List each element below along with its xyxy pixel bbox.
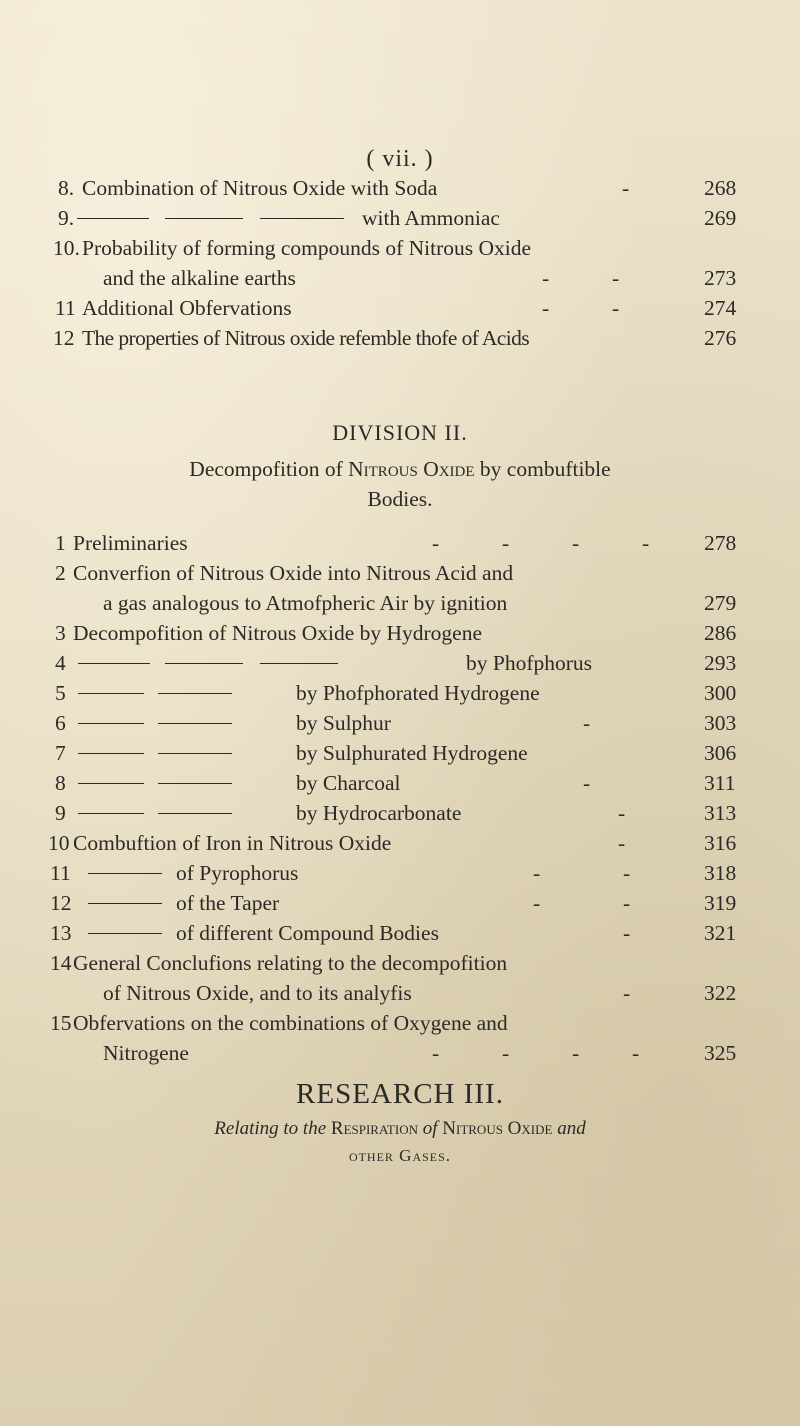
leader-dash: - (622, 176, 630, 200)
entry-number: 9 (55, 801, 66, 825)
ditto-rule (88, 873, 162, 874)
division-subtitle (0, 457, 800, 482)
entry-page: 322 (704, 981, 737, 1005)
entry-title-cont: Nitrogene (103, 1041, 189, 1065)
ditto-rule (158, 783, 232, 784)
entry-number: 13 (50, 921, 72, 945)
leader-dash: - (432, 1041, 440, 1065)
toc-entry (0, 1008, 800, 1038)
leader-dash: - (533, 861, 541, 885)
leader-dash: - (583, 771, 591, 795)
entry-title: of the Taper (176, 891, 280, 915)
leader-dash: - (542, 296, 550, 320)
toc-entry-continuation (0, 263, 800, 293)
subtitle-italic: Relating to the (214, 1118, 327, 1139)
toc-entry (0, 558, 800, 588)
entry-title: Preliminaries (73, 531, 188, 555)
entry-title: by Charcoal (296, 771, 401, 795)
subtitle-italic: and (557, 1118, 586, 1139)
entry-page: 325 (704, 1041, 737, 1065)
ditto-rule (260, 218, 344, 219)
toc-entry (0, 323, 800, 353)
research-subtitle (0, 1118, 800, 1140)
toc-entry (0, 858, 800, 888)
entry-title: The properties of Nitrous oxide refemble thofe of Acids (82, 326, 530, 350)
entry-title-cont: a gas analogous to Atmofpheric Air by ignition (103, 591, 508, 615)
entry-title-cont: and the alkaline earths (103, 266, 296, 290)
toc-entry (0, 678, 800, 708)
entry-page: 276 (704, 326, 737, 350)
entry-title: Combination of Nitrous Oxide with Soda (82, 176, 438, 200)
ditto-rule (78, 753, 144, 754)
subtitle-smallcaps: Respiration (330, 1118, 418, 1139)
entry-title: General Conclufions relating to the decompofition (73, 951, 508, 975)
subtitle-text: by combuftible (479, 457, 611, 481)
ditto-rule (78, 783, 144, 784)
leader-dash: - (642, 531, 650, 555)
toc-entry-continuation (0, 1038, 800, 1068)
ditto-rule (78, 813, 144, 814)
ditto-rule (158, 753, 232, 754)
entry-page: 306 (704, 741, 737, 765)
division-heading: DIVISION II. (332, 420, 468, 445)
entry-number: 9. (58, 206, 75, 230)
entry-title: by Sulphurated Hydrogene (296, 741, 528, 765)
subtitle-smallcaps: Nitrous Oxide (348, 457, 475, 481)
ditto-rule (165, 218, 243, 219)
leader-dash: - (623, 981, 631, 1005)
entry-title: by Hydrocarbonate (296, 801, 462, 825)
entry-title: by Sulphur (296, 711, 391, 735)
leader-dash: - (572, 531, 580, 555)
ditto-rule (158, 693, 232, 694)
ditto-rule (78, 693, 144, 694)
entry-page: 311 (704, 771, 736, 795)
leader-dash: - (623, 891, 631, 915)
entry-number: 8. (58, 176, 75, 200)
entry-page: 273 (704, 266, 737, 290)
entry-page: 268 (704, 176, 737, 200)
leader-dash: - (618, 801, 626, 825)
division-subtitle-line2: Bodies. (367, 487, 433, 511)
toc-entry (0, 918, 800, 948)
toc-entry (0, 708, 800, 738)
leader-dash: - (432, 531, 440, 555)
entry-page: 321 (704, 921, 737, 945)
toc-entry (0, 738, 800, 768)
entry-page: 313 (704, 801, 737, 825)
entry-number: 10. (53, 236, 80, 260)
entry-page: 279 (704, 591, 737, 615)
toc-entry-continuation (0, 588, 800, 618)
leader-dash: - (623, 921, 631, 945)
entry-number: 3 (55, 621, 66, 645)
entry-title: Obfervations on the combinations of Oxygene and (73, 1011, 508, 1035)
entry-page: 300 (704, 681, 737, 705)
entry-number: 6 (55, 711, 66, 735)
leader-dash: - (623, 861, 631, 885)
leader-dash: - (612, 266, 620, 290)
toc-entry (0, 948, 800, 978)
leader-dash: - (572, 1041, 580, 1065)
entry-page: 293 (704, 651, 737, 675)
toc-entry (0, 888, 800, 918)
toc-entry (0, 828, 800, 858)
entry-page: 316 (704, 831, 737, 855)
ditto-rule (158, 723, 232, 724)
entry-title: Probability of forming compounds of Nitrous Oxide (82, 236, 532, 260)
toc-entry (0, 233, 800, 263)
subtitle-italic: of (422, 1118, 438, 1139)
page-number: ( vii. ) (366, 146, 434, 172)
entry-title: by Phofphorus (466, 651, 593, 675)
leader-dash: - (533, 891, 541, 915)
entry-title: with Ammoniac (362, 206, 500, 230)
leader-dash: - (583, 711, 591, 735)
entry-title: of different Compound Bodies (176, 921, 439, 945)
toc-entry (0, 293, 800, 323)
entry-number: 1 (55, 531, 66, 555)
leader-dash: - (612, 296, 620, 320)
entry-title: Combuftion of Iron in Nitrous Oxide (73, 831, 392, 855)
entry-number: 8 (55, 771, 66, 795)
subtitle-text: Decompofition of (189, 457, 343, 481)
ditto-rule (260, 663, 338, 664)
entry-title: Converfion of Nitrous Oxide into Nitrous Acid and (73, 561, 514, 585)
entry-title-cont: of Nitrous Oxide, and to its analyfis (103, 981, 412, 1005)
entry-title: Additional Obfervations (82, 296, 292, 320)
ditto-rule (88, 933, 162, 934)
toc-entry (0, 648, 800, 678)
leader-dash: - (618, 831, 626, 855)
entry-title: of Pyrophorus (176, 861, 299, 885)
toc-entry (0, 798, 800, 828)
ditto-rule (165, 663, 243, 664)
entry-page: 269 (704, 206, 737, 230)
leader-dash: - (632, 1041, 640, 1065)
entry-number: 4 (55, 651, 66, 675)
entry-number: 12 (53, 326, 75, 350)
research-subtitle-line2: other Gases. (348, 1146, 452, 1165)
entry-title: by Phofphorated Hydrogene (296, 681, 540, 705)
ditto-rule (77, 218, 149, 219)
ditto-rule (158, 813, 232, 814)
entry-number: 5 (55, 681, 66, 705)
entry-number: 11 (50, 861, 71, 885)
entry-number: 14 (50, 951, 72, 975)
ditto-rule (88, 903, 162, 904)
entry-page: 278 (704, 531, 737, 555)
entry-number: 12 (50, 891, 72, 915)
entry-number: 11 (55, 296, 76, 320)
entry-page: 303 (704, 711, 737, 735)
entry-page: 319 (704, 891, 737, 915)
leader-dash: - (502, 1041, 510, 1065)
ditto-rule (78, 663, 150, 664)
leader-dash: - (502, 531, 510, 555)
entry-page: 318 (704, 861, 737, 885)
entry-page: 274 (704, 296, 737, 320)
leader-dash: - (542, 266, 550, 290)
entry-number: 10 (48, 831, 70, 855)
research-heading: RESEARCH III. (296, 1078, 504, 1110)
toc-entry-continuation (0, 978, 800, 1008)
toc-entry (0, 203, 800, 233)
entry-page: 286 (704, 621, 737, 645)
toc-entry (0, 528, 800, 558)
entry-title: Decompofition of Nitrous Oxide by Hydrogene (73, 621, 483, 645)
entry-number: 7 (55, 741, 66, 765)
entry-number: 15 (50, 1011, 72, 1035)
subtitle-smallcaps: Nitrous Oxide (442, 1118, 553, 1139)
toc-entry (0, 173, 800, 203)
toc-entry (0, 618, 800, 648)
entry-number: 2 (55, 561, 66, 585)
ditto-rule (78, 723, 144, 724)
toc-entry (0, 768, 800, 798)
